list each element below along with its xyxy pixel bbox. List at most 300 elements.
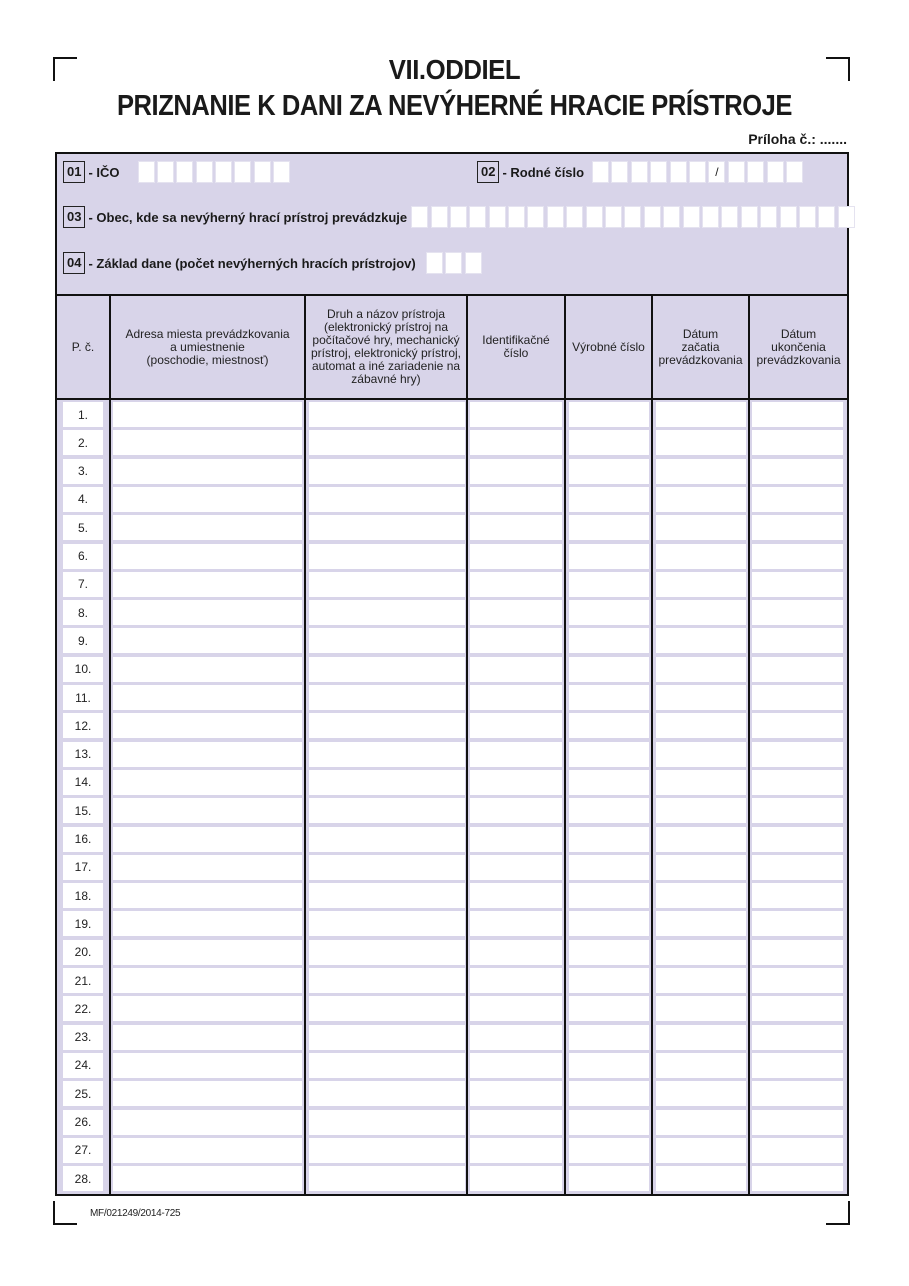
id-number-cell[interactable]	[470, 600, 562, 625]
row-number: 13.	[63, 742, 103, 767]
row-number: 8.	[63, 600, 103, 625]
field-label: - Rodné číslo	[502, 164, 585, 180]
field-number-badge: 01	[63, 161, 85, 183]
serial-number-cell[interactable]	[569, 911, 649, 936]
start-date-cell[interactable]	[656, 770, 746, 795]
table-row	[57, 1023, 847, 1051]
municipality-char-box[interactable]	[663, 206, 680, 228]
end-date-cell[interactable]	[752, 544, 843, 569]
municipality-char-box[interactable]	[799, 206, 816, 228]
municipality-char-box[interactable]	[547, 206, 564, 228]
device-type-cell[interactable]	[309, 713, 465, 738]
table-row	[57, 938, 847, 966]
start-date-cell[interactable]	[656, 1166, 746, 1191]
end-date-cell[interactable]	[752, 855, 843, 880]
row-number: 5.	[63, 515, 103, 540]
table-row	[57, 853, 847, 881]
municipality-char-box[interactable]	[741, 206, 758, 228]
start-date-cell[interactable]	[656, 996, 746, 1021]
start-date-cell[interactable]	[656, 1110, 746, 1135]
address-cell[interactable]	[113, 1025, 302, 1050]
row-number: 22.	[63, 996, 103, 1021]
device-type-cell[interactable]	[309, 827, 465, 852]
serial-number-cell[interactable]	[569, 798, 649, 823]
table-row	[57, 966, 847, 994]
serial-number-cell[interactable]	[569, 1053, 649, 1078]
start-date-cell[interactable]	[656, 855, 746, 880]
table-row	[57, 1079, 847, 1107]
address-cell[interactable]	[113, 515, 302, 540]
serial-number-cell[interactable]	[569, 657, 649, 682]
device-type-cell[interactable]	[309, 1081, 465, 1106]
device-type-cell[interactable]	[309, 402, 465, 427]
column-header-number: P. č.	[71, 339, 95, 354]
serial-number-cell[interactable]	[569, 572, 649, 597]
address-cell[interactable]	[113, 940, 302, 965]
table-row	[57, 485, 847, 513]
table-row	[57, 825, 847, 853]
address-cell[interactable]	[113, 402, 302, 427]
device-type-cell[interactable]	[309, 1053, 465, 1078]
device-type-cell[interactable]	[309, 1110, 465, 1135]
municipality-char-box[interactable]	[431, 206, 448, 228]
serial-number-cell[interactable]	[569, 1025, 649, 1050]
id-number-cell[interactable]	[470, 770, 562, 795]
device-type-cell[interactable]	[309, 883, 465, 908]
birth-number-digit-box[interactable]	[611, 161, 628, 183]
serial-number-cell[interactable]	[569, 430, 649, 455]
ico-digit-box[interactable]	[254, 161, 271, 183]
ico-digit-box[interactable]	[273, 161, 290, 183]
serial-number-cell[interactable]	[569, 487, 649, 512]
id-number-cell[interactable]	[470, 487, 562, 512]
serial-number-cell[interactable]	[569, 1166, 649, 1191]
serial-number-cell[interactable]	[569, 402, 649, 427]
end-date-cell[interactable]	[752, 713, 843, 738]
address-cell[interactable]	[113, 713, 302, 738]
field-ico	[63, 160, 293, 184]
device-type-cell[interactable]	[309, 544, 465, 569]
serial-number-cell[interactable]	[569, 459, 649, 484]
id-number-cell[interactable]	[470, 940, 562, 965]
address-cell[interactable]	[113, 544, 302, 569]
ico-digit-box[interactable]	[196, 161, 213, 183]
id-number-cell[interactable]	[470, 430, 562, 455]
end-date-cell[interactable]	[752, 657, 843, 682]
birth-number-separator: /	[708, 161, 725, 183]
municipality-char-box[interactable]	[760, 206, 777, 228]
municipality-input-boxes[interactable]	[411, 206, 857, 228]
municipality-char-box[interactable]	[683, 206, 700, 228]
ico-digit-box[interactable]	[138, 161, 155, 183]
id-number-cell[interactable]	[470, 742, 562, 767]
device-type-cell[interactable]	[309, 911, 465, 936]
table-row	[57, 994, 847, 1022]
serial-number-cell[interactable]	[569, 1110, 649, 1135]
field-municipality	[63, 205, 857, 229]
table-row	[57, 542, 847, 570]
birth-number-digit-box[interactable]	[670, 161, 687, 183]
address-cell[interactable]	[113, 996, 302, 1021]
page-title: PRIZNANIE K DANI ZA NEVÝHERNÉ HRACIE PRÍSTROJE	[116, 90, 793, 122]
tax-base-digit-box[interactable]	[445, 252, 462, 274]
device-type-cell[interactable]	[309, 515, 465, 540]
device-type-cell[interactable]	[309, 968, 465, 993]
column-header-end-date: Dátum ukončenia prevádzkovania	[756, 326, 841, 367]
address-cell[interactable]	[113, 1110, 302, 1135]
end-date-cell[interactable]	[752, 1025, 843, 1050]
device-type-cell[interactable]	[309, 430, 465, 455]
birth-number-digit-box[interactable]	[592, 161, 609, 183]
municipality-char-box[interactable]	[411, 206, 428, 228]
serial-number-cell[interactable]	[569, 628, 649, 653]
address-cell[interactable]	[113, 657, 302, 682]
field-birth-number	[477, 160, 805, 184]
table-row	[57, 570, 847, 598]
municipality-char-box[interactable]	[586, 206, 603, 228]
row-number: 12.	[63, 713, 103, 738]
device-type-cell[interactable]	[309, 487, 465, 512]
table-row	[57, 909, 847, 937]
row-number: 19.	[63, 911, 103, 936]
form-code: MF/021249/2014-725	[90, 1208, 181, 1219]
table-row	[57, 1051, 847, 1079]
birth-number-digit-box[interactable]	[786, 161, 803, 183]
start-date-cell[interactable]	[656, 940, 746, 965]
serial-number-cell[interactable]	[569, 544, 649, 569]
table-row	[57, 1108, 847, 1136]
id-number-cell[interactable]	[470, 628, 562, 653]
id-number-cell[interactable]	[470, 515, 562, 540]
start-date-cell[interactable]	[656, 968, 746, 993]
start-date-cell[interactable]	[656, 657, 746, 682]
device-type-cell[interactable]	[309, 628, 465, 653]
id-number-cell[interactable]	[470, 459, 562, 484]
serial-number-cell[interactable]	[569, 827, 649, 852]
end-date-cell[interactable]	[752, 430, 843, 455]
row-number: 4.	[63, 487, 103, 512]
id-number-cell[interactable]	[470, 1053, 562, 1078]
row-number: 6.	[63, 544, 103, 569]
row-number: 21.	[63, 968, 103, 993]
row-number: 25.	[63, 1081, 103, 1106]
serial-number-cell[interactable]	[569, 940, 649, 965]
end-date-cell[interactable]	[752, 996, 843, 1021]
field-number-badge: 03	[63, 206, 85, 228]
table-row	[57, 655, 847, 683]
table-row	[57, 457, 847, 485]
municipality-char-box[interactable]	[838, 206, 855, 228]
id-number-cell[interactable]	[470, 855, 562, 880]
birth-number-digit-box[interactable]	[747, 161, 764, 183]
serial-number-cell[interactable]	[569, 855, 649, 880]
table-row	[57, 513, 847, 541]
end-date-cell[interactable]	[752, 1081, 843, 1106]
address-cell[interactable]	[113, 911, 302, 936]
municipality-char-box[interactable]	[644, 206, 661, 228]
municipality-char-box[interactable]	[508, 206, 525, 228]
id-number-cell[interactable]	[470, 1081, 562, 1106]
start-date-cell[interactable]	[656, 827, 746, 852]
address-cell[interactable]	[113, 628, 302, 653]
address-cell[interactable]	[113, 572, 302, 597]
device-type-cell[interactable]	[309, 798, 465, 823]
address-cell[interactable]	[113, 968, 302, 993]
id-number-cell[interactable]	[470, 883, 562, 908]
section-title: VII.ODDIEL	[388, 54, 521, 85]
address-cell[interactable]	[113, 798, 302, 823]
serial-number-cell[interactable]	[569, 515, 649, 540]
id-number-cell[interactable]	[470, 402, 562, 427]
column-header-id-number: Identifikačné číslo	[482, 333, 550, 360]
device-type-cell[interactable]	[309, 742, 465, 767]
table-row	[57, 1136, 847, 1164]
address-cell[interactable]	[113, 827, 302, 852]
start-date-cell[interactable]	[656, 544, 746, 569]
id-number-cell[interactable]	[470, 996, 562, 1021]
municipality-char-box[interactable]	[818, 206, 835, 228]
device-type-cell[interactable]	[309, 1166, 465, 1191]
ico-input-boxes[interactable]	[138, 161, 293, 183]
device-type-cell[interactable]	[309, 685, 465, 710]
id-number-cell[interactable]	[470, 968, 562, 993]
table-row	[57, 796, 847, 824]
end-date-cell[interactable]	[752, 1110, 843, 1135]
end-date-cell[interactable]	[752, 742, 843, 767]
row-number: 17.	[63, 855, 103, 880]
municipality-char-box[interactable]	[469, 206, 486, 228]
table-row	[57, 626, 847, 654]
municipality-char-box[interactable]	[566, 206, 583, 228]
table-header	[57, 296, 847, 400]
serial-number-cell[interactable]	[569, 600, 649, 625]
end-date-cell[interactable]	[752, 572, 843, 597]
row-number: 20.	[63, 940, 103, 965]
device-type-cell[interactable]	[309, 1138, 465, 1163]
row-number: 7.	[63, 572, 103, 597]
start-date-cell[interactable]	[656, 883, 746, 908]
address-cell[interactable]	[113, 1053, 302, 1078]
id-number-cell[interactable]	[470, 798, 562, 823]
row-number: 28.	[63, 1166, 103, 1191]
municipality-char-box[interactable]	[605, 206, 622, 228]
field-tax-base	[63, 251, 484, 275]
address-cell[interactable]	[113, 685, 302, 710]
start-date-cell[interactable]	[656, 1053, 746, 1078]
row-number: 3.	[63, 459, 103, 484]
start-date-cell[interactable]	[656, 628, 746, 653]
start-date-cell[interactable]	[656, 459, 746, 484]
table-row	[57, 881, 847, 909]
field-number-badge: 02	[477, 161, 499, 183]
ico-digit-box[interactable]	[176, 161, 193, 183]
start-date-cell[interactable]	[656, 685, 746, 710]
ico-digit-box[interactable]	[157, 161, 174, 183]
serial-number-cell[interactable]	[569, 713, 649, 738]
table-row	[57, 768, 847, 796]
table-row	[57, 598, 847, 626]
start-date-cell[interactable]	[656, 1025, 746, 1050]
start-date-cell[interactable]	[656, 1081, 746, 1106]
tax-base-input-boxes[interactable]	[426, 252, 484, 274]
device-type-cell[interactable]	[309, 996, 465, 1021]
device-type-cell[interactable]	[309, 1025, 465, 1050]
start-date-cell[interactable]	[656, 572, 746, 597]
id-number-cell[interactable]	[470, 544, 562, 569]
device-type-cell[interactable]	[309, 572, 465, 597]
start-date-cell[interactable]	[656, 1138, 746, 1163]
id-number-cell[interactable]	[470, 827, 562, 852]
serial-number-cell[interactable]	[569, 770, 649, 795]
row-number: 2.	[63, 430, 103, 455]
row-number: 18.	[63, 883, 103, 908]
id-number-cell[interactable]	[470, 713, 562, 738]
address-cell[interactable]	[113, 742, 302, 767]
end-date-cell[interactable]	[752, 1053, 843, 1078]
birth-number-digit-box[interactable]	[728, 161, 745, 183]
start-date-cell[interactable]	[656, 600, 746, 625]
device-type-cell[interactable]	[309, 600, 465, 625]
address-cell[interactable]	[113, 855, 302, 880]
birth-number-digit-box[interactable]	[689, 161, 706, 183]
field-label: - Základ dane (počet nevýherných hracích prístrojov)	[88, 255, 416, 271]
municipality-char-box[interactable]	[489, 206, 506, 228]
end-date-cell[interactable]	[752, 685, 843, 710]
row-number: 10.	[63, 657, 103, 682]
device-type-cell[interactable]	[309, 459, 465, 484]
table-row	[57, 683, 847, 711]
serial-number-cell[interactable]	[569, 685, 649, 710]
row-number: 14.	[63, 770, 103, 795]
end-date-cell[interactable]	[752, 798, 843, 823]
address-cell[interactable]	[113, 883, 302, 908]
id-number-cell[interactable]	[470, 685, 562, 710]
id-number-cell[interactable]	[470, 1166, 562, 1191]
ico-digit-box[interactable]	[215, 161, 232, 183]
id-number-cell[interactable]	[470, 572, 562, 597]
end-date-cell[interactable]	[752, 827, 843, 852]
column-header-device-type: Druh a názov prístroja (elektronický prístroj na počítačové hry, mechanický prístroj, elektronický prístroj, automat a iné zariadenie na zábavné hry)	[310, 307, 462, 386]
tax-form	[55, 152, 849, 1196]
end-date-cell[interactable]	[752, 1138, 843, 1163]
address-cell[interactable]	[113, 600, 302, 625]
start-date-cell[interactable]	[656, 515, 746, 540]
start-date-cell[interactable]	[656, 430, 746, 455]
table-row	[57, 428, 847, 456]
tax-base-digit-box[interactable]	[426, 252, 443, 274]
device-type-cell[interactable]	[309, 940, 465, 965]
serial-number-cell[interactable]	[569, 883, 649, 908]
row-number: 15.	[63, 798, 103, 823]
start-date-cell[interactable]	[656, 742, 746, 767]
address-cell[interactable]	[113, 1081, 302, 1106]
serial-number-cell[interactable]	[569, 996, 649, 1021]
end-date-cell[interactable]	[752, 911, 843, 936]
end-date-cell[interactable]	[752, 1166, 843, 1191]
serial-number-cell[interactable]	[569, 1138, 649, 1163]
start-date-cell[interactable]	[656, 402, 746, 427]
device-type-cell[interactable]	[309, 855, 465, 880]
id-number-cell[interactable]	[470, 1138, 562, 1163]
end-date-cell[interactable]	[752, 968, 843, 993]
id-number-cell[interactable]	[470, 1025, 562, 1050]
column-header-address: Adresa miesta prevádzkovania a umiestnenie (poschodie, miestnosť)	[125, 326, 290, 367]
table-row	[57, 740, 847, 768]
serial-number-cell[interactable]	[569, 968, 649, 993]
municipality-char-box[interactable]	[780, 206, 797, 228]
address-cell[interactable]	[113, 459, 302, 484]
birth-number-digit-box[interactable]	[767, 161, 784, 183]
annex-number: Príloha č.: .......	[748, 131, 847, 147]
address-cell[interactable]	[113, 430, 302, 455]
row-number: 1.	[63, 402, 103, 427]
birth-number-input-boxes[interactable]	[592, 161, 805, 183]
id-number-cell[interactable]	[470, 911, 562, 936]
field-label: - IČO	[88, 164, 120, 180]
tax-base-digit-box[interactable]	[465, 252, 482, 274]
municipality-char-box[interactable]	[721, 206, 738, 228]
address-cell[interactable]	[113, 487, 302, 512]
municipality-char-box[interactable]	[624, 206, 641, 228]
birth-number-digit-box[interactable]	[631, 161, 648, 183]
end-date-cell[interactable]	[752, 459, 843, 484]
municipality-char-box[interactable]	[527, 206, 544, 228]
table-row	[57, 711, 847, 739]
end-date-cell[interactable]	[752, 770, 843, 795]
row-number: 9.	[63, 628, 103, 653]
end-date-cell[interactable]	[752, 487, 843, 512]
address-cell[interactable]	[113, 1138, 302, 1163]
serial-number-cell[interactable]	[569, 1081, 649, 1106]
field-number-badge: 04	[63, 252, 85, 274]
crop-mark-bottom-right	[826, 1201, 850, 1225]
municipality-char-box[interactable]	[450, 206, 467, 228]
start-date-cell[interactable]	[656, 487, 746, 512]
end-date-cell[interactable]	[752, 940, 843, 965]
municipality-char-box[interactable]	[702, 206, 719, 228]
end-date-cell[interactable]	[752, 883, 843, 908]
address-cell[interactable]	[113, 1166, 302, 1191]
row-number: 16.	[63, 827, 103, 852]
crop-mark-bottom-left	[53, 1201, 77, 1225]
end-date-cell[interactable]	[752, 628, 843, 653]
device-type-cell[interactable]	[309, 657, 465, 682]
start-date-cell[interactable]	[656, 798, 746, 823]
row-number: 23.	[63, 1025, 103, 1050]
row-number: 11.	[63, 685, 103, 710]
header-fields-panel	[57, 154, 847, 296]
serial-number-cell[interactable]	[569, 742, 649, 767]
start-date-cell[interactable]	[656, 911, 746, 936]
id-number-cell[interactable]	[470, 657, 562, 682]
row-number: 27.	[63, 1138, 103, 1163]
column-header-start-date: Dátum začatia prevádzkovania	[658, 326, 743, 367]
row-number: 24.	[63, 1053, 103, 1078]
column-header-serial-number: Výrobné číslo	[572, 339, 645, 354]
device-type-cell[interactable]	[309, 770, 465, 795]
start-date-cell[interactable]	[656, 713, 746, 738]
birth-number-digit-box[interactable]	[650, 161, 667, 183]
end-date-cell[interactable]	[752, 515, 843, 540]
end-date-cell[interactable]	[752, 402, 843, 427]
id-number-cell[interactable]	[470, 1110, 562, 1135]
end-date-cell[interactable]	[752, 600, 843, 625]
row-number: 26.	[63, 1110, 103, 1135]
table-row	[57, 400, 847, 428]
field-label: - Obec, kde sa nevýherný hrací prístroj prevádzkuje	[88, 209, 408, 225]
ico-digit-box[interactable]	[234, 161, 251, 183]
address-cell[interactable]	[113, 770, 302, 795]
